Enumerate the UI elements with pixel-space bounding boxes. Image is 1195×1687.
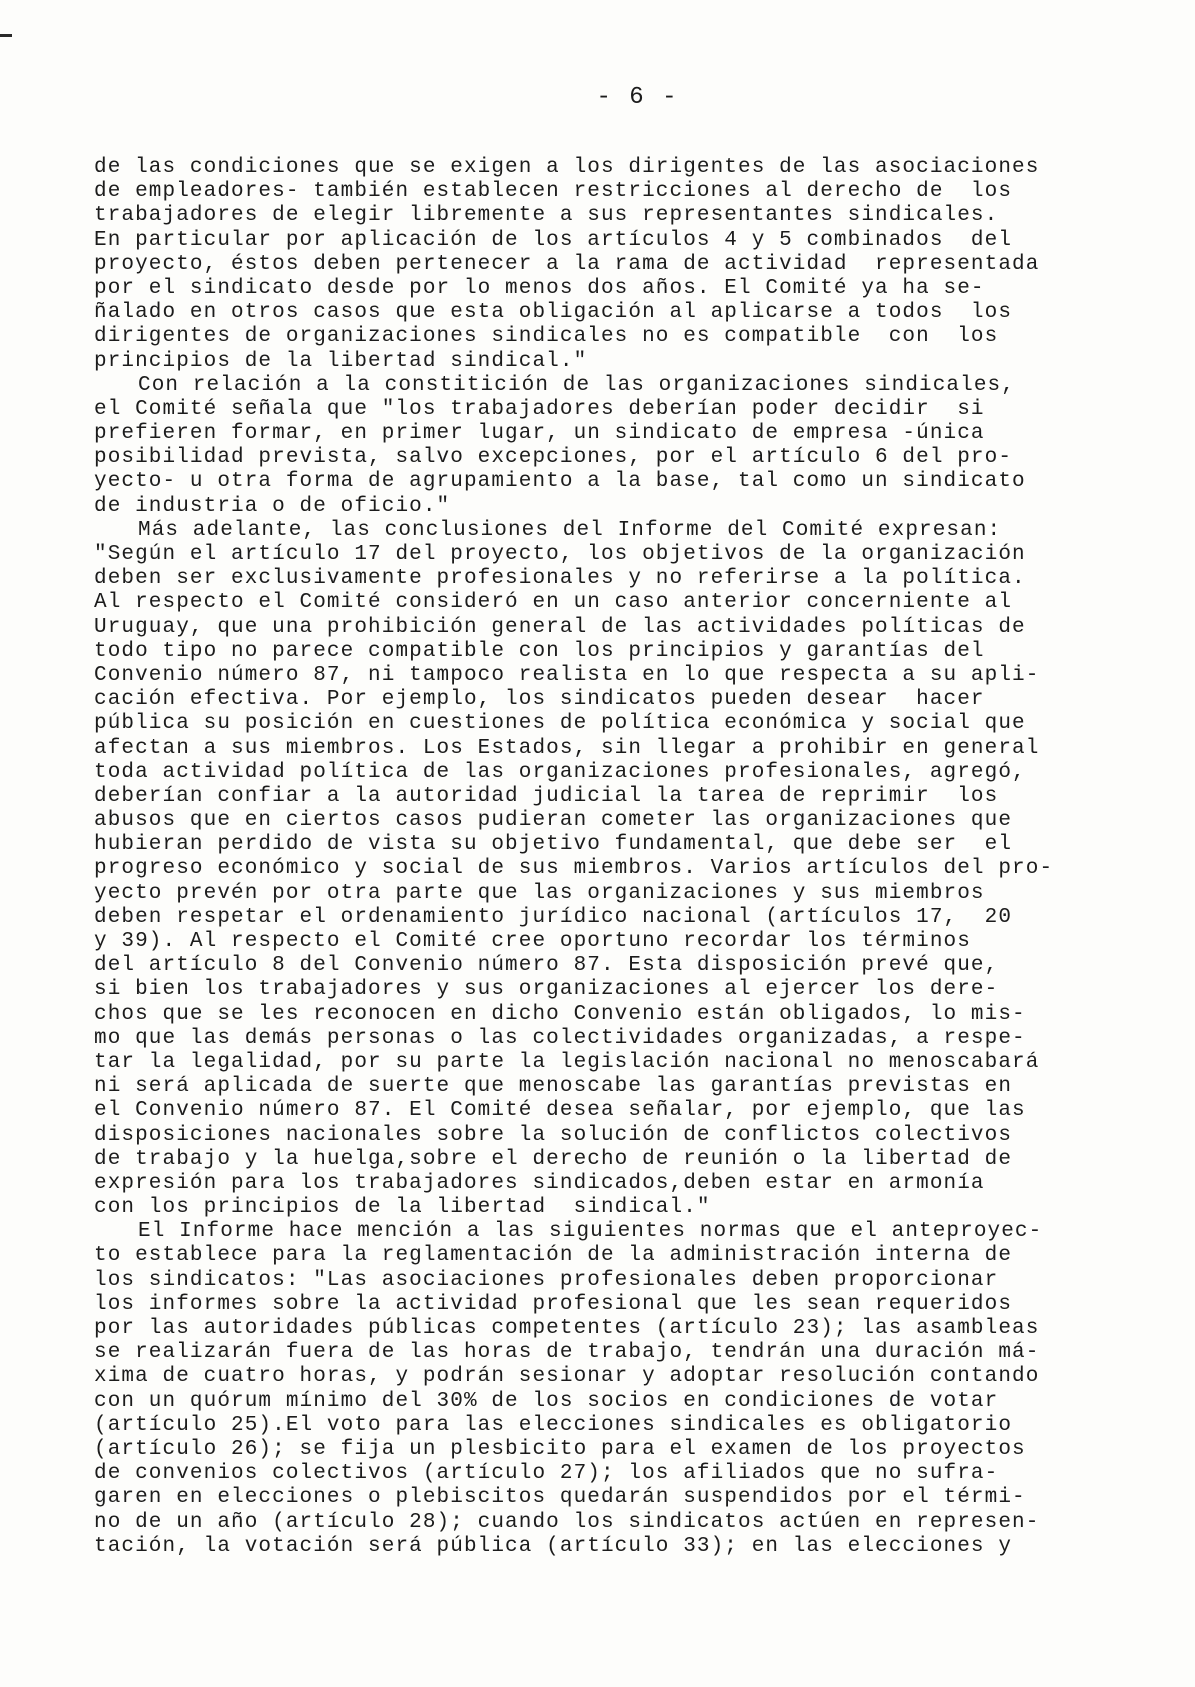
text-line: (artículo 26); se fija un plesbicito para el examen de los proyectos xyxy=(94,1437,1026,1461)
text-line: abusos que en ciertos casos pudieran cometer las organizaciones que xyxy=(94,809,1013,833)
text-line: ni será aplicada de suerte que menoscabe las garantías previstas en xyxy=(94,1075,1013,1099)
text-line: y 39). Al respecto el Comité cree oportuno recordar los términos xyxy=(94,930,971,953)
text-line: disposiciones nacionales sobre la solución de conflictos colectivos xyxy=(94,1123,1013,1147)
text-line: no de un año (artículo 28); cuando los sindicatos actúen en represen- xyxy=(94,1510,1040,1534)
text-line: prefieren formar, en primer lugar, un sindicato de empresa -única xyxy=(94,422,985,446)
text-line: Uruguay, que una prohibición general de las actividades políticas de xyxy=(94,615,1026,639)
text-line: trabajadores de elegir libremente a sus representantes sindicales. xyxy=(94,204,999,228)
text-line: de trabajo y la huelga,sobre el derecho de reunión o la libertad de xyxy=(94,1147,1013,1171)
text-line: pública su posición en cuestiones de política económica y social que xyxy=(94,712,1026,736)
text-line: de industria o de oficio." xyxy=(94,494,451,518)
text-line: Con relación a la constitición de las organizaciones sindicales, xyxy=(138,373,1015,397)
text-line: (artículo 25).El voto para las elecciones sindicales es obligatorio xyxy=(94,1413,1013,1437)
text-line: deben ser exclusivamente profesionales y no referirse a la política. xyxy=(94,567,1026,591)
text-line: hubieran perdido de vista su objetivo fundamental, que debe ser el xyxy=(94,833,1013,857)
text-line: mo que las demás personas o las colectividades organizadas, a respe- xyxy=(94,1026,1026,1050)
text-line: el Convenio número 87. El Comité desea señalar, por ejemplo, que las xyxy=(94,1099,1026,1123)
text-line: del artículo 8 del Convenio número 87. Esta disposición prevé que, xyxy=(94,954,999,978)
text-line: deben respetar el ordenamiento jurídico nacional (artículos 17, 20 xyxy=(94,905,1013,929)
text-line: con los principios de la libertad sindical." xyxy=(94,1196,711,1220)
text-line: expresión para los trabajadores sindicados,deben estar en armonía xyxy=(94,1171,985,1195)
text-line: to establece para la reglamentación de la administración interna de xyxy=(94,1244,1013,1268)
text-line: progreso económico y social de sus miembros. Varios artículos del pro- xyxy=(94,857,1054,881)
text-line: El Informe hace mención a las siguientes normas que el anteproyec- xyxy=(138,1220,1043,1244)
text-line: los informes sobre la actividad profesional que les sean requeridos xyxy=(94,1292,1013,1316)
text-line: "Según el artículo 17 del proyecto, los objetivos de la organización xyxy=(94,543,1026,566)
text-line: Convenio número 87, ni tampoco realista en lo que respecta a su apli- xyxy=(94,663,1040,687)
page-edge-mark xyxy=(0,34,12,37)
text-line: tar la legalidad, por su parte la legislación nacional no menoscabará xyxy=(94,1050,1040,1074)
text-line: garen en elecciones o plebiscitos quedarán suspendidos por el térmi- xyxy=(94,1486,1026,1510)
text-line: cación efectiva. Por ejemplo, los sindicatos pueden desear hacer xyxy=(94,688,985,712)
text-line: xima de cuatro horas, y podrán sesionar y adoptar resolución contando xyxy=(94,1365,1040,1389)
text-line: tación, la votación será pública (artículo 33); en las elecciones y xyxy=(94,1534,1013,1558)
text-line: de las condiciones que se exigen a los dirigentes de las asociaciones xyxy=(94,156,1040,179)
text-line: toda actividad política de las organizaciones profesionales, agregó, xyxy=(94,760,1026,784)
page-number: - 6 - xyxy=(596,84,679,111)
text-line: principios de la libertad sindical." xyxy=(94,349,588,373)
text-line: yecto prevén por otra parte que las organizaciones y sus miembros xyxy=(94,881,985,905)
text-line: proyecto, éstos deben pertenecer a la rama de actividad representada xyxy=(94,252,1040,276)
text-line: se realizarán fuera de las horas de trabajo, tendrán una duración má- xyxy=(94,1341,1040,1365)
document-body xyxy=(94,156,1104,1559)
text-line: el Comité señala que "los trabajadores deberían poder decidir si xyxy=(94,397,985,421)
text-line: dirigentes de organizaciones sindicales no es compatible con los xyxy=(94,325,999,349)
text-line: Al respecto el Comité consideró en un caso anterior concerniente al xyxy=(94,591,1013,615)
text-line: si bien los trabajadores y sus organizaciones al ejercer los dere- xyxy=(94,978,999,1002)
text-line: ñalado en otros casos que esta obligación al aplicarse a todos los xyxy=(94,301,1013,325)
text-line: con un quórum mínimo del 30% de los socios en condiciones de votar xyxy=(94,1389,999,1413)
text-line: En particular por aplicación de los artículos 4 y 5 combinados del xyxy=(94,228,1013,252)
text-line: Más adelante, las conclusiones del Informe del Comité expresan: xyxy=(138,518,1002,542)
text-line: chos que se les reconocen en dicho Convenio están obligados, lo mis- xyxy=(94,1002,1026,1026)
text-line: los sindicatos: "Las asociaciones profesionales deben proporcionar xyxy=(94,1268,999,1292)
text-line: posibilidad prevista, salvo excepciones, por el artículo 6 del pro- xyxy=(94,446,1013,470)
text-line: deberían confiar a la autoridad judicial la tarea de reprimir los xyxy=(94,784,999,808)
text-line: de empleadores- también establecen restricciones al derecho de los xyxy=(94,180,1013,204)
text-line: todo tipo no parece compatible con los principios y garantías del xyxy=(94,639,985,663)
text-line: afectan a sus miembros. Los Estados, sin llegar a prohibir en general xyxy=(94,736,1040,760)
text-line: yecto- u otra forma de agrupamiento a la base, tal como un sindicato xyxy=(94,470,1026,494)
text-line: por las autoridades públicas competentes (artículo 23); las asambleas xyxy=(94,1317,1040,1340)
text-line: de convenios colectivos (artículo 27); los afiliados que no sufra- xyxy=(94,1462,999,1486)
text-line: por el sindicato desde por lo menos dos años. El Comité ya ha se- xyxy=(94,276,985,300)
